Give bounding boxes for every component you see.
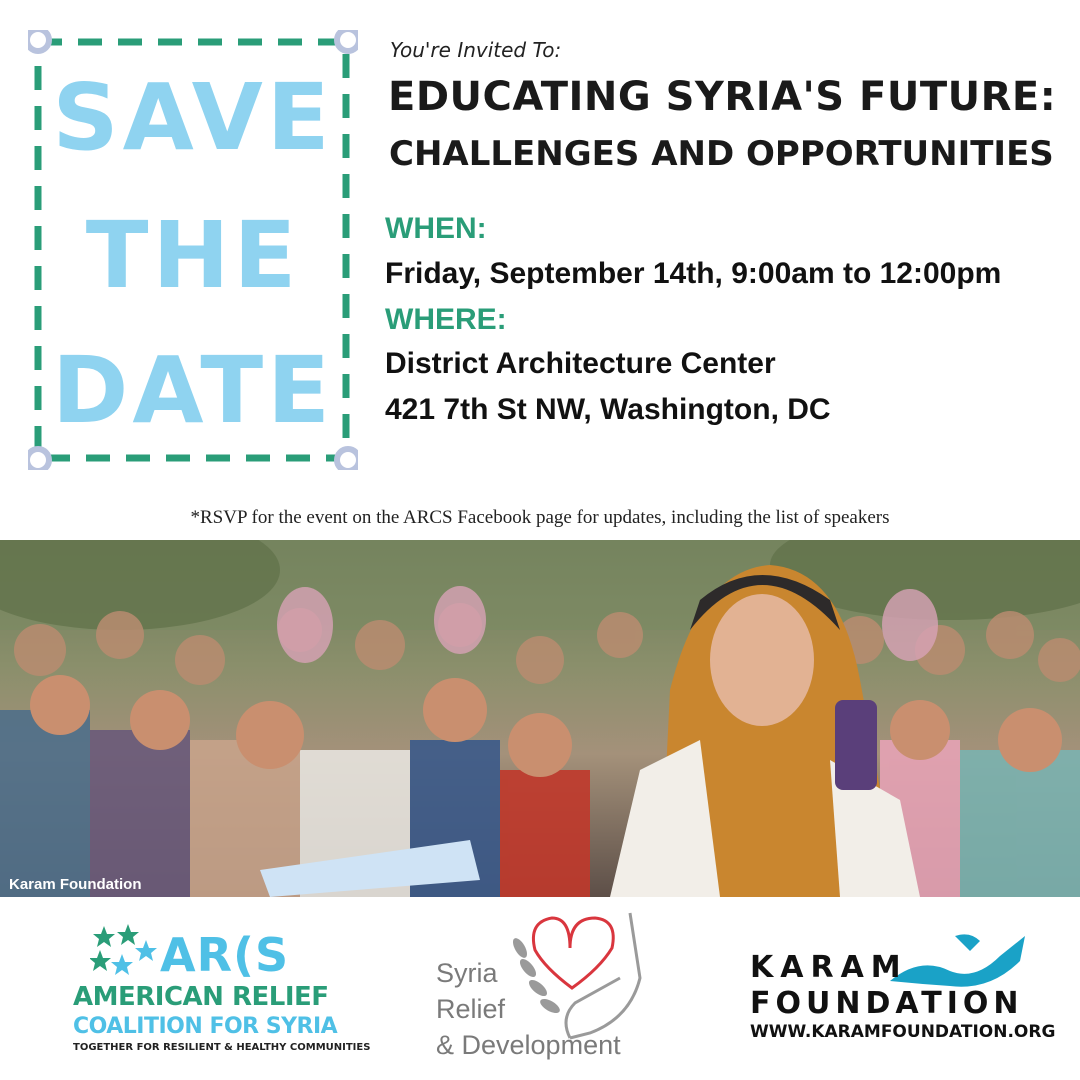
venue-address: 421 7th St NW, Washington, DC — [385, 393, 831, 426]
when-label: WHEN: — [385, 212, 487, 245]
where-label: WHERE: — [385, 303, 507, 336]
srd-line1: Syria — [436, 958, 498, 988]
venue-name: District Architecture Center — [385, 347, 776, 380]
children-crowd-illustration — [0, 540, 1080, 897]
stars-icon — [90, 924, 160, 984]
the-word: THE — [85, 202, 301, 309]
date-word: DATE — [51, 337, 335, 444]
corner-ring-icon — [337, 449, 358, 470]
karam-line1: KARAM — [750, 950, 908, 985]
arcs-tagline: TOGETHER FOR RESILIENT & HEALTHY COMMUNITIES — [73, 1042, 371, 1053]
corner-ring-icon — [28, 30, 49, 51]
heart-hand-icon — [500, 908, 650, 1048]
karam-url: WWW.KARAMFOUNDATION.ORG — [750, 1022, 1056, 1042]
when-value: Friday, September 14th, 9:00am to 12:00pm — [385, 257, 1002, 290]
save-word: SAVE — [52, 64, 334, 171]
corner-ring-icon — [337, 30, 358, 51]
save-the-date-frame — [38, 40, 348, 465]
karam-line2: FOUNDATION — [750, 986, 1024, 1021]
arcs-acronym: AR(S — [160, 928, 290, 982]
rsvp-note: *RSVP for the event on the ARCS Facebook page for updates, including the list of speakers — [190, 507, 890, 528]
arcs-name-line2: COALITION FOR SYRIA — [73, 1014, 338, 1039]
event-subtitle: CHALLENGES AND OPPORTUNITIES — [389, 134, 1054, 174]
srd-line2: Relief — [436, 994, 506, 1024]
arcs-name-line1: AMERICAN RELIEF — [73, 982, 329, 1012]
event-title: EDUCATING SYRIA'S FUTURE: — [388, 74, 1057, 120]
corner-ring-icon — [28, 449, 49, 470]
event-photo — [0, 540, 1080, 897]
srd-line3: & Development — [436, 1030, 621, 1060]
photo-credit: Karam Foundation — [9, 876, 142, 893]
invited-label: You're Invited To: — [390, 38, 562, 62]
